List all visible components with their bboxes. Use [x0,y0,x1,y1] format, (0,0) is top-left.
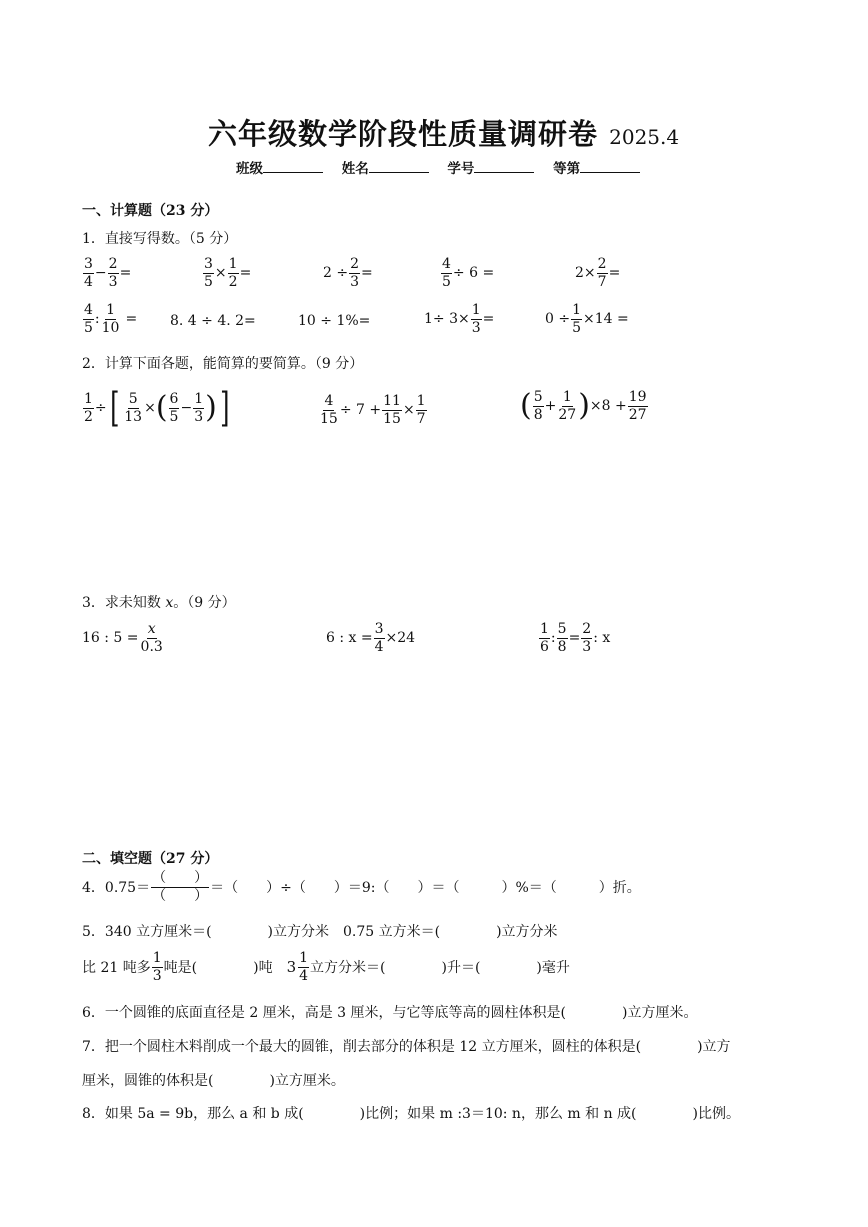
fraction: 1 3 [152,950,162,984]
field-class-blank[interactable] [263,160,323,173]
fraction: $\frac{4}{5}$ [442,256,451,290]
fraction: $\frac{3}{5}$ [204,256,213,290]
fraction: $\frac{4}{15}$ [320,393,338,427]
fraction: $\frac{1}{3}$ [471,302,481,336]
q3a: 16 : 5 = $\frac{x}{0.3}$ [82,621,163,655]
q1f: 4 5 : $\frac{1}{10}$ = [84,302,138,336]
field-grade-label: 等第 [553,161,581,177]
q4: 4．0.75＝ （ ） （ ） ＝（ ）÷（ ）＝9:（ ）＝（ ）%＝（ ）折。 [82,870,641,904]
fraction: $\frac{x}{0.3}$ [140,621,163,655]
q1b: $\frac{3}{5}$ × $\frac{1}{2}$ = [204,256,252,290]
q6: 6．一个圆锥的底面直径是 2 厘米，高是 3 厘米，与它等底等高的圆柱体积是( )立方厘米。 [82,1005,698,1021]
q5-line2: 比 21 吨多 1 3 吨是( )吨 3 1 4 立方分米＝( )升＝( )毫升 [82,950,570,984]
fraction: $\frac{2}{3}$ [108,256,118,290]
field-id-label: 学号 [447,161,475,177]
field-id-blank[interactable] [474,160,534,173]
fraction: $\frac{3}{4}$ [374,621,384,655]
fraction: 1 4 [299,950,309,984]
fraction: $\frac{11}{15}$ [383,393,401,427]
field-class-label: 班级 [236,161,263,177]
q2a: $\frac{1}{2}$ ÷ [ $\frac{5}{13}$ × ( 6 5 − $\frac{1}{3}$ ) ] [84,385,230,431]
fraction: 4 5 [84,302,93,336]
fraction: $\frac{2}{3}$ [350,256,360,290]
q1c: 2 ÷ $\frac{2}{3}$ = [323,256,373,290]
fraction: 3 4 [84,256,93,290]
field-name-label: 姓名 [341,161,369,177]
field-grade-blank[interactable] [580,160,640,173]
q1i: 1÷ 3× $\frac{1}{3}$ = [424,302,495,336]
exam-date: 2025.4 [609,125,680,149]
fraction: $\frac{5}{8}$ [557,621,567,655]
fraction: $\frac{1}{5}$ [572,302,582,336]
student-info-line [236,157,654,177]
q2c: ( 5 8 + $\frac{1}{27}$ ) ×8 + $\frac{19}{27}$ [520,388,647,424]
fraction-blank[interactable]: （ ） （ ） [152,870,209,904]
q1a: 3 4 − $\frac{2}{3}$ = [84,256,132,290]
q3c: 1 6 : $\frac{5}{8}$ = $\frac{2}{3}$ : x [540,621,611,655]
page-title: 六年级数学阶段性质量调研卷 2025.4 [208,117,680,151]
q1j: 0 ÷ $\frac{1}{5}$ ×14 = [545,302,629,336]
q2b: $\frac{4}{15}$ ÷ 7 + $\frac{11}{15}$ × $\frac{1}{7}$ [320,393,426,427]
fraction: 1 6 [540,621,549,655]
q7-line2: 厘米，圆锥的体积是( )立方厘米。 [82,1073,345,1089]
q3-label: 3．求未知数 x。（9 分） [82,595,236,611]
fraction: $\frac{5}{13}$ [124,390,143,425]
q7-line1: 7．把一个圆柱木料削成一个最大的圆锥，削去部分的体积是 12 立方厘米，圆柱的体积是( )立方 [82,1039,731,1055]
section1-heading: 一、计算题（23 分） [82,203,219,219]
q3b: 6 : x = $\frac{3}{4}$ ×24 [326,621,416,655]
section2-heading: 二、填空题（27 分） [82,851,219,867]
fraction: $\frac{2}{3}$ [582,621,592,655]
fraction: $\frac{1}{2}$ [84,390,93,425]
fraction: $\frac{1}{7}$ [416,393,426,427]
q1g: 8. 4 ÷ 4. 2= [170,313,256,329]
q1e: 2× $\frac{2}{7}$ = [575,256,621,290]
fraction: $\frac{1}{27}$ [558,389,577,423]
fraction: $\frac{1}{10}$ [101,302,120,336]
q1h: 10 ÷ 1%= [298,313,371,329]
fraction: $\frac{1}{3}$ [194,390,204,425]
fraction: 6 5 [169,390,179,425]
q1-label: 1．直接写得数。（5 分） [82,231,238,247]
q5-line1: 5．340 立方厘米＝( )立方分米 0.75 立方米＝( )立方分米 [82,924,558,940]
q8: 8．如果 5a = 9b，那么 a 和 b 成( )比例；如果 m :3＝10: n，那么 m 和 n 成( )比例。 [82,1106,740,1122]
fraction: 5 8 [533,389,543,423]
fraction: $\frac{19}{27}$ [628,389,647,423]
fraction: $\frac{2}{7}$ [597,256,607,290]
field-name-blank[interactable] [369,160,429,173]
q2-label: 2．计算下面各题，能简算的要简算。（9 分） [82,356,364,372]
q1d: $\frac{4}{5}$ ÷ 6 = [442,256,495,290]
fraction: $\frac{1}{2}$ [228,256,238,290]
